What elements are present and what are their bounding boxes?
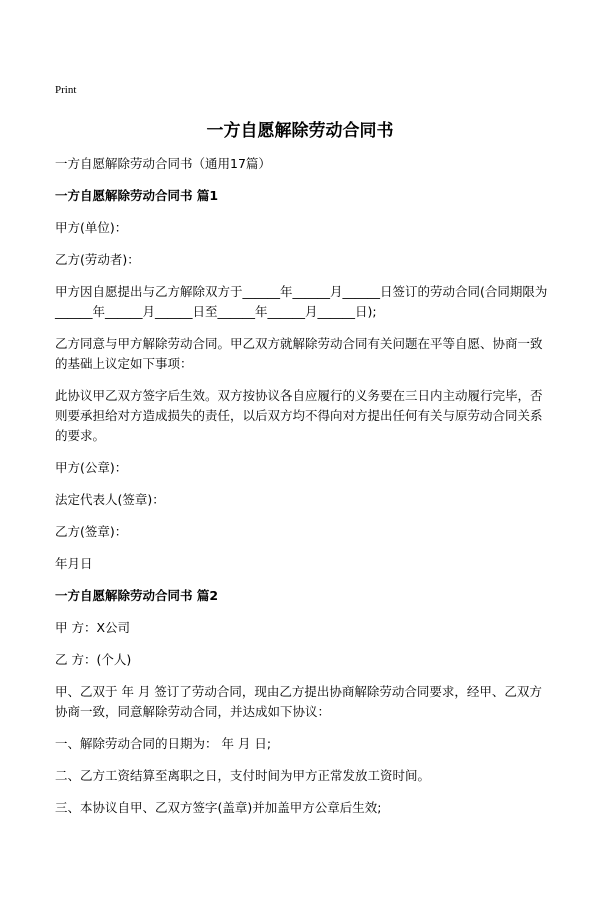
document-body bbox=[55, 154, 550, 830]
party-a-label: 甲方(单位)： bbox=[55, 220, 128, 235]
contract-dates-paragraph: 甲方因自愿提出与乙方解除双方于______年______月______日签订的劳动合同(合同期限为______年______月______日至______年______月______日); bbox=[55, 284, 548, 319]
party-b-individual-line: 乙 方：(个人) bbox=[55, 652, 132, 667]
party-a-seal-line: 甲方(公章)： bbox=[55, 460, 128, 475]
legal-rep-signature-line: 法定代表人(签章)： bbox=[55, 492, 165, 507]
document-title: 一方自愿解除劳动合同书 bbox=[206, 121, 394, 141]
document-subtitle: 一方自愿解除劳动合同书（通用17篇） bbox=[55, 156, 271, 171]
section-heading: 一方自愿解除劳动合同书 篇2 bbox=[55, 588, 219, 603]
party-b-signature-line: 乙方(签章)： bbox=[55, 524, 128, 539]
print-link[interactable]: Print bbox=[55, 84, 77, 96]
section-heading: 一方自愿解除劳动合同书 篇1 bbox=[55, 188, 219, 203]
clause-two: 二、乙方工资结算至离职之日，支付时间为甲方正常发放工资时间。 bbox=[55, 768, 431, 783]
clause-one: 一、解除劳动合同的日期为： 年 月 日; bbox=[55, 736, 272, 751]
negotiation-paragraph: 甲、乙双于 年 月 签订了劳动合同，现由乙方提出协商解除劳动合同要求，经甲、乙双方协商一致，同意解除劳动合同，并达成如下协议： bbox=[55, 684, 542, 719]
agreement-paragraph: 乙方同意与甲方解除劳动合同。甲乙双方就解除劳动合同有关问题在平等自愿、协商一致的基础上议定如下事项： bbox=[55, 336, 543, 371]
effect-paragraph: 此协议甲乙双方签字后生效。双方按协议各自应履行的义务要在三日内主动履行完毕，否则要承担给对方造成损失的责任，以后双方均不得向对方提出任何有关与原劳动合同关系的要求。 bbox=[55, 388, 543, 443]
date-line: 年月日 bbox=[55, 556, 93, 571]
clause-three: 三、本协议自甲、乙双方签字(盖章)并加盖甲方公章后生效; bbox=[55, 800, 382, 815]
party-a-company-line: 甲 方：X公司 bbox=[55, 620, 131, 635]
party-b-label: 乙方(劳动者)： bbox=[55, 252, 140, 267]
